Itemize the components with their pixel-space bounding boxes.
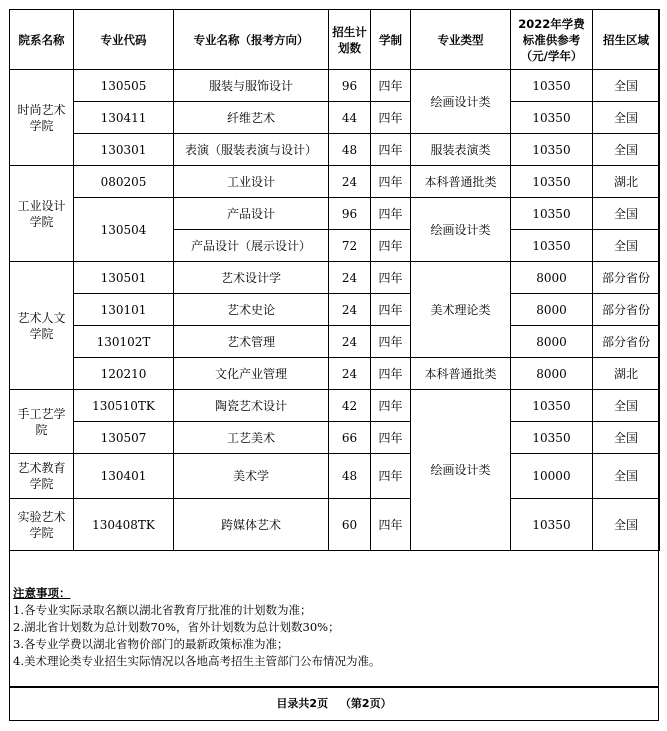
code-cell: 130411: [74, 102, 174, 134]
region-cell: 部分省份: [593, 262, 660, 294]
fee-cell: 10000: [511, 454, 593, 499]
type-cell: 绘画设计类: [411, 198, 511, 262]
length-cell: 四年: [371, 499, 411, 551]
major-cell: 产品设计: [174, 198, 329, 230]
fee-cell: 10350: [511, 134, 593, 166]
note-item: 3.各专业学费以湖北省物价部门的最新政策标准为准；: [13, 637, 289, 651]
length-cell: 四年: [371, 262, 411, 294]
length-cell: 四年: [371, 198, 411, 230]
fee-cell: 10350: [511, 230, 593, 262]
major-cell: 服装与服饰设计: [174, 70, 329, 102]
note-item: 2.湖北省计划数为总计划数70%，省外计划数为总计划数30%；: [13, 620, 340, 634]
header-major: 专业名称（报考方向）: [174, 10, 329, 70]
table-row: [10, 294, 660, 326]
code-cell: 130504: [74, 198, 174, 262]
fee-cell: 10350: [511, 198, 593, 230]
fee-cell: 8000: [511, 326, 593, 358]
type-cell: 绘画设计类: [411, 70, 511, 134]
region-cell: 全国: [593, 390, 660, 422]
table-row: [10, 499, 660, 551]
length-cell: 四年: [371, 70, 411, 102]
table-row: [10, 326, 660, 358]
region-cell: 全国: [593, 134, 660, 166]
plan-cell: 24: [329, 166, 371, 198]
plan-cell: 72: [329, 230, 371, 262]
notes-section: [9, 567, 659, 687]
region-cell: 全国: [593, 499, 660, 551]
table-row: [10, 390, 660, 422]
length-cell: 四年: [371, 390, 411, 422]
type-cell: 美术理论类: [411, 262, 511, 358]
table-row: [10, 454, 660, 499]
footer-total: 目录共2页: [276, 697, 329, 710]
plan-cell: 24: [329, 326, 371, 358]
fee-cell: 8000: [511, 294, 593, 326]
major-cell: 跨媒体艺术: [174, 499, 329, 551]
code-cell: 130505: [74, 70, 174, 102]
notes-title: 注意事项：: [13, 586, 71, 600]
code-cell: 130102T: [74, 326, 174, 358]
length-cell: 四年: [371, 358, 411, 390]
type-cell: 服装表演类: [411, 134, 511, 166]
region-cell: 全国: [593, 70, 660, 102]
fee-cell: 10350: [511, 499, 593, 551]
major-cell: 美术学: [174, 454, 329, 499]
plan-cell: 48: [329, 134, 371, 166]
region-cell: 全国: [593, 102, 660, 134]
header-row: [10, 10, 660, 70]
length-cell: 四年: [371, 230, 411, 262]
major-cell: 表演（服装表演与设计）: [174, 134, 329, 166]
header-region: 招生区域: [593, 10, 660, 70]
code-cell: 130510TK: [74, 390, 174, 422]
code-cell: 130301: [74, 134, 174, 166]
admissions-table: [9, 9, 660, 551]
note-item: 1.各专业实际录取名额以湖北省教育厅批准的计划数为准；: [13, 603, 312, 617]
region-cell: 部分省份: [593, 294, 660, 326]
length-cell: 四年: [371, 422, 411, 454]
plan-cell: 24: [329, 262, 371, 294]
header-code: 专业代码: [74, 10, 174, 70]
major-cell: 工艺美术: [174, 422, 329, 454]
plan-cell: 96: [329, 198, 371, 230]
header-type: 专业类型: [411, 10, 511, 70]
table-row: [10, 166, 660, 198]
table-row: [10, 422, 660, 454]
length-cell: 四年: [371, 294, 411, 326]
region-cell: 湖北: [593, 166, 660, 198]
type-cell: 本科普通批类: [411, 166, 511, 198]
header-length: 学制: [371, 10, 411, 70]
header-college: 院系名称: [10, 10, 74, 70]
college-cell: 手工艺学院: [10, 390, 74, 454]
plan-cell: 60: [329, 499, 371, 551]
plan-cell: 66: [329, 422, 371, 454]
code-cell: 120210: [74, 358, 174, 390]
table-row: [10, 70, 660, 102]
college-cell: 时尚艺术学院: [10, 70, 74, 166]
plan-cell: 48: [329, 454, 371, 499]
major-cell: 工业设计: [174, 166, 329, 198]
fee-cell: 10350: [511, 70, 593, 102]
table-row: [10, 102, 660, 134]
length-cell: 四年: [371, 454, 411, 499]
code-cell: 130507: [74, 422, 174, 454]
region-cell: 全国: [593, 230, 660, 262]
code-cell: 130101: [74, 294, 174, 326]
table-row: [10, 358, 660, 390]
major-cell: 陶瓷艺术设计: [174, 390, 329, 422]
code-cell: 130408TK: [74, 499, 174, 551]
plan-cell: 96: [329, 70, 371, 102]
page-footer: [9, 687, 659, 721]
college-cell: 艺术人文学院: [10, 262, 74, 390]
length-cell: 四年: [371, 102, 411, 134]
footer-page: （第2页）: [339, 697, 392, 710]
note-item: 4.美术理论类专业招生实际情况以各地高考招生主管部门公布情况为准。: [13, 654, 381, 668]
fee-cell: 8000: [511, 262, 593, 294]
length-cell: 四年: [371, 134, 411, 166]
region-cell: 全国: [593, 198, 660, 230]
plan-cell: 42: [329, 390, 371, 422]
header-plan: 招生计划数: [329, 10, 371, 70]
major-cell: 文化产业管理: [174, 358, 329, 390]
fee-cell: 8000: [511, 358, 593, 390]
table-row: [10, 262, 660, 294]
header-fee: 2022年学费标准供参考（元/学年）: [511, 10, 593, 70]
major-cell: 产品设计（展示设计）: [174, 230, 329, 262]
code-cell: 130501: [74, 262, 174, 294]
plan-cell: 24: [329, 294, 371, 326]
region-cell: 湖北: [593, 358, 660, 390]
type-cell: 本科普通批类: [411, 358, 511, 390]
table-row: [10, 134, 660, 166]
fee-cell: 10350: [511, 166, 593, 198]
fee-cell: 10350: [511, 422, 593, 454]
fee-cell: 10350: [511, 102, 593, 134]
college-cell: 艺术教育学院: [10, 454, 74, 499]
code-cell: 080205: [74, 166, 174, 198]
fee-cell: 10350: [511, 390, 593, 422]
plan-cell: 24: [329, 358, 371, 390]
major-cell: 艺术设计学: [174, 262, 329, 294]
length-cell: 四年: [371, 326, 411, 358]
major-cell: 艺术史论: [174, 294, 329, 326]
region-cell: 全国: [593, 422, 660, 454]
table-row: [10, 198, 660, 230]
college-cell: 工业设计学院: [10, 166, 74, 262]
major-cell: 艺术管理: [174, 326, 329, 358]
type-cell: 绘画设计类: [411, 390, 511, 551]
region-cell: 全国: [593, 454, 660, 499]
college-cell: 实验艺术学院: [10, 499, 74, 551]
plan-cell: 44: [329, 102, 371, 134]
length-cell: 四年: [371, 166, 411, 198]
major-cell: 纤维艺术: [174, 102, 329, 134]
code-cell: 130401: [74, 454, 174, 499]
region-cell: 部分省份: [593, 326, 660, 358]
